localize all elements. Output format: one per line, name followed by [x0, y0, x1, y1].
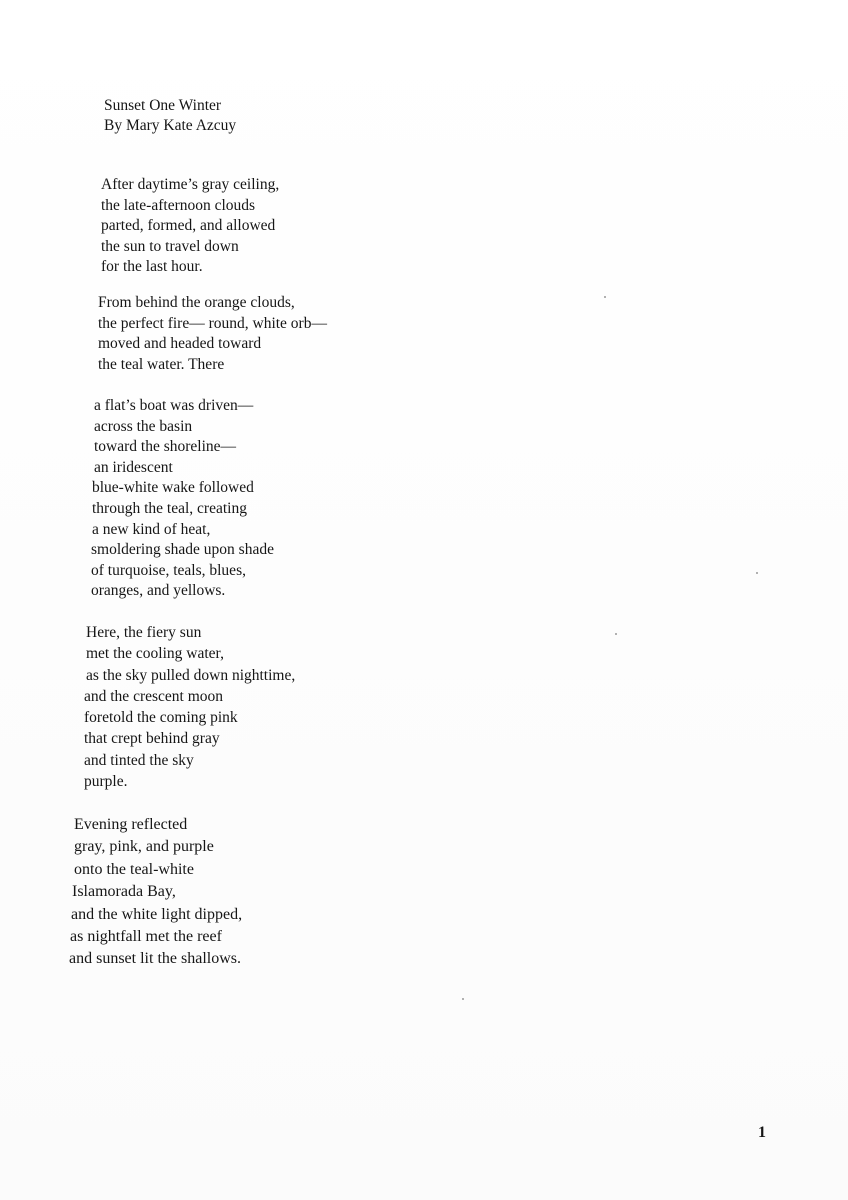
poem-line: across the basin [94, 417, 193, 435]
poem-line: and the crescent moon [84, 687, 224, 705]
poem-line: purple. [84, 773, 128, 791]
poem-line: From behind the orange clouds, [98, 294, 295, 311]
poem-author: By Mary Kate Azcuy [104, 117, 237, 134]
stanza-5 [69, 814, 243, 971]
poem-line: gray, pink, and purple [74, 838, 214, 856]
poem-line: met the cooling water, [86, 645, 224, 663]
poem-line: parted, formed, and allowed [101, 217, 276, 235]
poem-line: smoldering shade upon shade [91, 541, 274, 559]
poem-line: After daytime’s gray ceiling, [101, 176, 280, 193]
poem-line: foretold the coming pink [84, 709, 238, 727]
scan-speck [462, 998, 464, 1000]
poem-line: a flat’s boat was driven— [94, 397, 254, 414]
poem-line: of turquoise, teals, blues, [91, 561, 246, 579]
poem-line: through the teal, creating [92, 499, 247, 517]
poem-line: the teal water. There [98, 355, 225, 373]
poem-line: oranges, and yellows. [91, 582, 226, 600]
poem-line: an iridescent [94, 458, 173, 476]
poem-line: for the last hour. [101, 258, 203, 276]
scan-speck [615, 633, 617, 635]
poem-line: onto the teal-white [74, 860, 194, 878]
stanza-3 [91, 396, 274, 602]
poem-line: the perfect fire— round, white orb— [98, 314, 327, 332]
poem-line: the sun to travel down [101, 237, 239, 255]
poem-line: as the sky pulled down nighttime, [86, 666, 296, 684]
poem-line: and tinted the sky [84, 751, 194, 769]
poem-line: moved and headed toward [98, 335, 262, 353]
page-number: 1 [758, 1124, 766, 1141]
poem-line: blue-white wake followed [92, 479, 254, 497]
scan-speck [604, 296, 606, 298]
poem-line: toward the shoreline— [94, 438, 237, 456]
poem-line: the late-afternoon clouds [101, 196, 256, 214]
poem-line: a new kind of heat, [92, 520, 211, 538]
stanza-2 [98, 293, 327, 375]
poem-header [104, 96, 236, 136]
poem-line: Islamorada Bay, [72, 883, 176, 901]
stanza-4 [86, 622, 295, 792]
poem-line: and sunset lit the shallows. [69, 950, 241, 968]
poem-line: Here, the fiery sun [86, 624, 202, 641]
poem-line: as nightfall met the reef [70, 928, 222, 946]
stanza-1 [101, 175, 279, 278]
scan-speck [756, 572, 758, 574]
poem-line: that crept behind gray [84, 730, 220, 748]
poem-line: Evening reflected [74, 816, 188, 833]
poem-line: and the white light dipped, [71, 905, 243, 923]
poem-title: Sunset One Winter [104, 97, 222, 114]
